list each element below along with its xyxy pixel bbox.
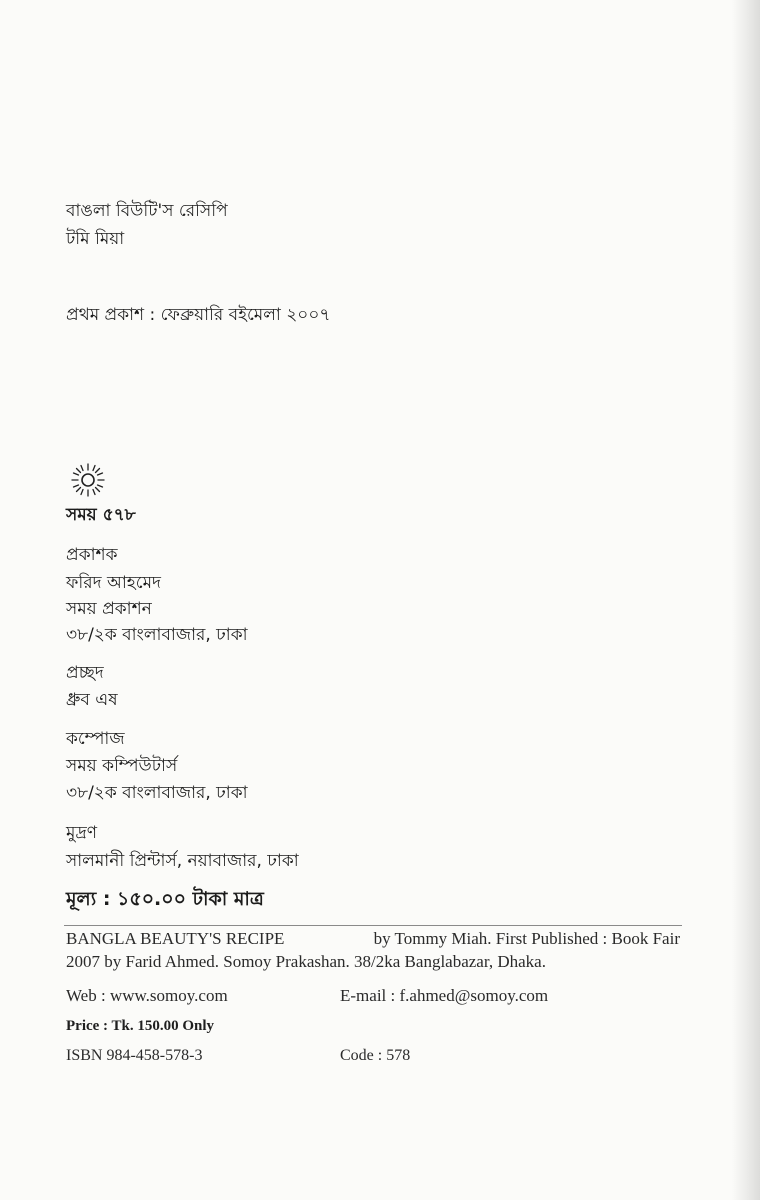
english-line-2: 2007 by Farid Ahmed. Somoy Prakashan. 38/2ka Banglabazar, Dhaka. xyxy=(66,952,546,971)
english-title: BANGLA BEAUTY'S RECIPE xyxy=(66,929,285,948)
divider xyxy=(64,925,682,926)
isbn: ISBN 984-458-578-3 xyxy=(66,1047,203,1064)
credit-role-print: মুদ্রণ xyxy=(66,823,98,843)
credit-role-cover: প্রচ্ছদ xyxy=(66,663,104,683)
series-serial: সময় ৫৭৮ xyxy=(66,505,136,525)
book-title: বাঙলা বিউটি'স রেসিপি xyxy=(66,201,228,221)
price-en: Price : Tk. 150.00 Only xyxy=(66,1018,215,1034)
email-address: E-mail : f.ahmed@somoy.com xyxy=(340,986,549,1005)
credit-line: ধ্রুব এষ xyxy=(66,690,118,710)
web-address: Web : www.somoy.com xyxy=(66,986,228,1005)
english-line-1 xyxy=(66,929,680,949)
credit-line: ফরিদ আহমেদ xyxy=(66,573,161,593)
credit-line: ৩৮/২ক বাংলাবাজার, ঢাকা xyxy=(66,783,248,803)
credit-line: সময় প্রকাশন xyxy=(66,599,152,619)
english-byline: by Tommy Miah. First Published : Book Fair xyxy=(373,929,680,948)
price-bn: মূল্য : ১৫০.০০ টাকা মাত্র xyxy=(66,888,264,910)
sun-logo-icon xyxy=(70,462,106,498)
credit-line: ৩৮/২ক বাংলাবাজার, ঢাকা xyxy=(66,625,248,645)
code: Code : 578 xyxy=(340,1047,411,1064)
credit-role-compose: কম্পোজ xyxy=(66,729,125,749)
credit-role-publisher: প্রকাশক xyxy=(66,545,118,565)
page-edge-shadow xyxy=(732,0,760,1200)
author-name: টমি মিয়া xyxy=(66,229,125,249)
credit-line: সালমানী প্রিন্টার্স, নয়াবাজার, ঢাকা xyxy=(66,851,299,871)
credit-line: সময় কম্পিউটার্স xyxy=(66,756,178,776)
first-published: প্রথম প্রকাশ : ফেব্রুয়ারি বইমেলা ২০০৭ xyxy=(66,305,331,325)
